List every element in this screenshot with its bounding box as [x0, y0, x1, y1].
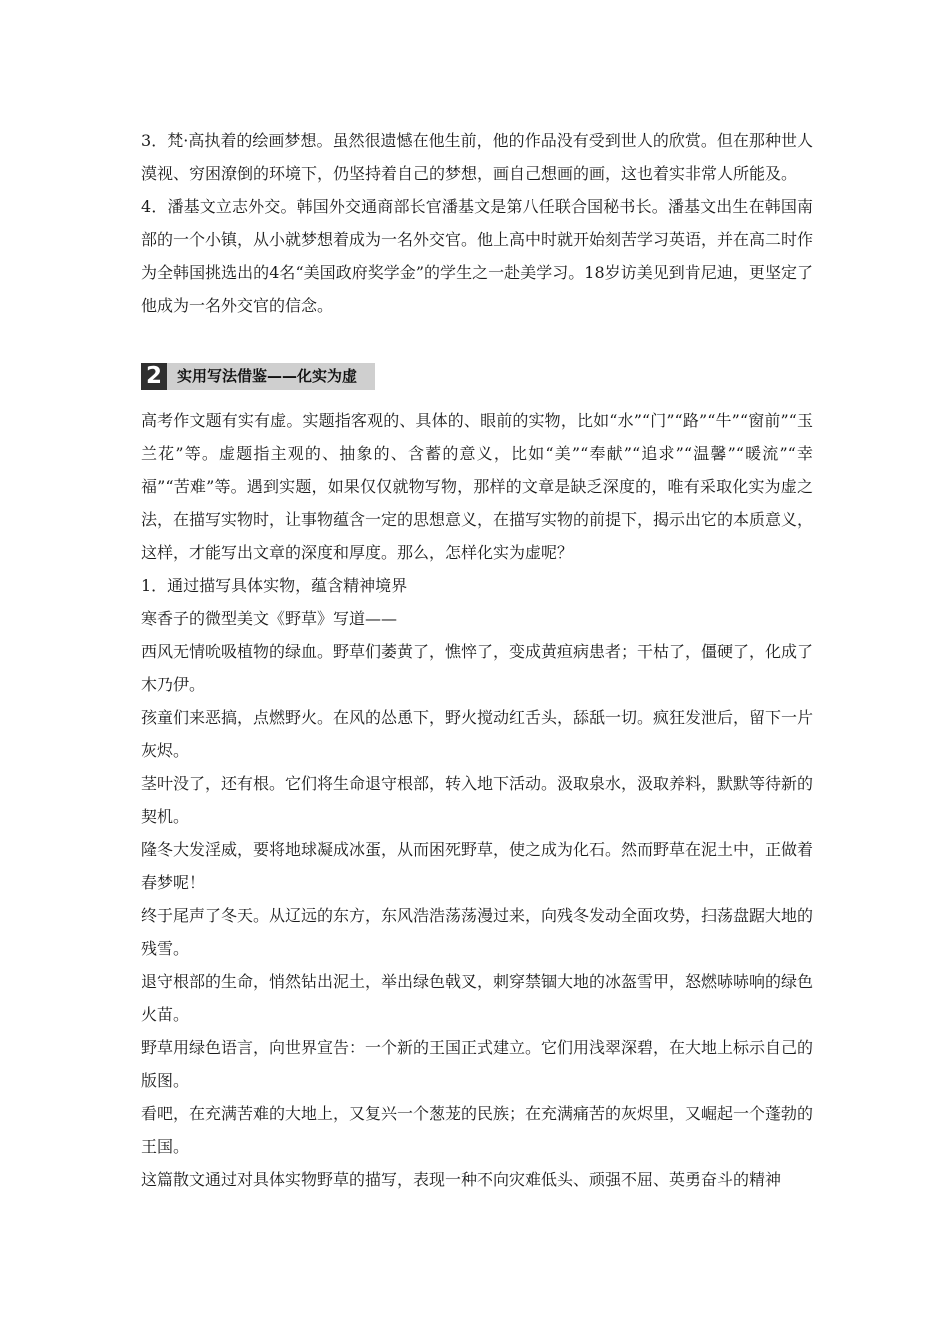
paragraph-quote-2: 孩童们来恶搞，点燃野火。在风的怂恿下，野火搅动红舌头，舔舐一切。疯狂发泄后，留下一片灰烬。: [141, 708, 814, 760]
paragraph-quote-1: 西风无情吮吸植物的绿血。野草们萎黄了，憔悴了，变成黄疸病患者；干枯了，僵硬了，化成了木乃伊。: [141, 642, 814, 694]
paragraph-quote-6: 退守根部的生命，悄然钻出泥土，举出绿色戟叉，刺穿禁锢大地的冰盔雪甲，怒燃哧哧响的绿色火苗。: [141, 972, 814, 1024]
paragraph-quote-intro: 寒香子的微型美文《野草》写道——: [141, 609, 398, 628]
section-heading: [141, 363, 375, 390]
paragraph-quote-5: 终于尾声了冬天。从辽远的东方，东风浩浩荡荡漫过来，向残冬发动全面攻势，扫荡盘踞大地的残雪。: [141, 906, 814, 958]
main-paragraphs: [141, 404, 813, 1196]
subheading-method-1: 1．通过描写具体实物，蕴含精神境界: [141, 576, 408, 595]
paragraph-intro: 高考作文题有实有虚。实题指客观的、具体的、眼前的实物，比如“水”“门”“路”“牛”“窗前”“玉兰花”等。虚题指主观的、抽象的、含蓄的意义，比如“美”“奉献”“追求”“温馨”“暖流”“幸福”“苦难”等。遇到实题，如果仅仅就物写物，那样的文章是缺乏深度的，唯有采取化实为虚之法，在描写实物时，让事物蕴含一定的思想意义，在描写实物的前提下，揭示出它的本质意义，这样，才能写出文章的深度和厚度。那么，怎样化实为虚呢？: [141, 411, 814, 562]
paragraph-quote-3: 茎叶没了，还有根。它们将生命退守根部，转入地下活动。汲取泉水，汲取养料，默默等待新的契机。: [141, 774, 814, 826]
paragraph-quote-7: 野草用绿色语言，向世界宣告：一个新的王国正式建立。它们用浅翠深碧，在大地上标示自己的版图。: [141, 1038, 814, 1090]
paragraph-quote-4: 隆冬大发淫威，要将地球凝成冰蛋，从而困死野草，使之成为化石。然而野草在泥土中，正做着春梦呢！: [141, 840, 814, 892]
paragraph-quote-8: 看吧，在充满苦难的大地上，又复兴一个葱茏的民族；在充满痛苦的灰烬里，又崛起一个蓬勃的王国。: [141, 1104, 814, 1156]
section-number: 2: [141, 363, 167, 390]
paragraph-van-gogh: 3．梵·高执着的绘画梦想。虽然很遗憾在他生前，他的作品没有受到世人的欣赏。但在那种世人漠视、穷困潦倒的环境下，仍坚持着自己的梦想，画自己想画的画，这也着实非常人所能及。: [141, 131, 813, 183]
top-paragraphs: [141, 124, 813, 322]
section-title: 实用写法借鉴——化实为虚: [167, 363, 375, 390]
paragraph-ban-ki-moon: 4．潘基文立志外交。韩国外交通商部长官潘基文是第八任联合国秘书长。潘基文出生在韩国南部的一个小镇，从小就梦想着成为一名外交官。他上高中时就开始刻苦学习英语，并在高二时作为全韩国挑选出的4名“美国政府奖学金”的学生之一赴美学习。18岁访美见到肯尼迪，更坚定了他成为一名外交官的信念。: [141, 197, 814, 315]
paragraph-analysis: 这篇散文通过对具体实物野草的描写，表现一种不向灾难低头、顽强不屈、英勇奋斗的精神: [141, 1170, 782, 1189]
